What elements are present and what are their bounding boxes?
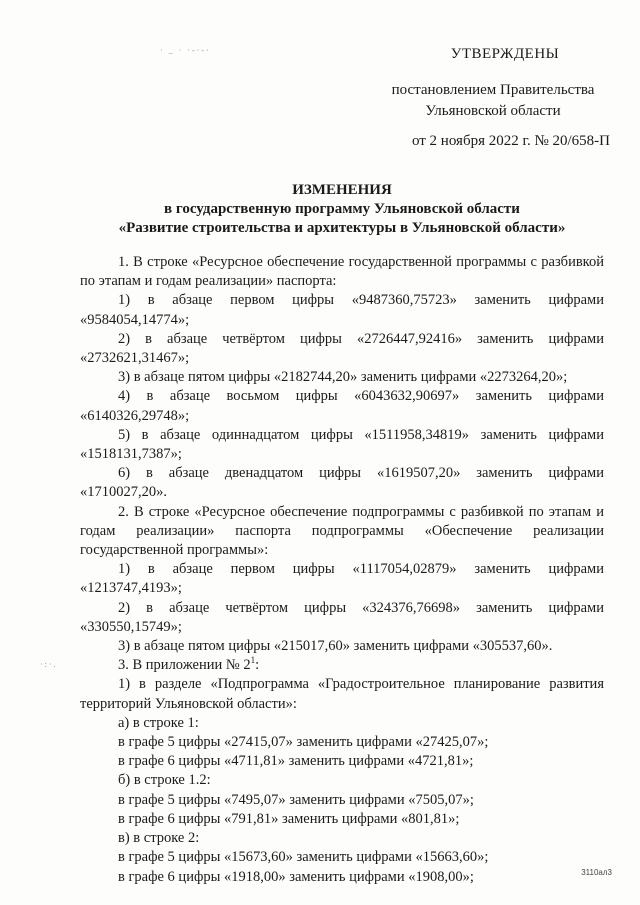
paragraph — [80, 387, 604, 425]
approval-authority — [378, 80, 608, 122]
approval-line: Ульяновской области — [425, 103, 561, 119]
paragraph-text: в графе 5 цифры «15673,60» заменить цифрами «15663,60»; — [118, 849, 489, 866]
title-line: «Развитие строительства и архитектуры в Ульяновской области» — [118, 220, 566, 236]
paragraph-text: 1) в абзаце первом цифры «1117054,02879» заменить цифрами «1213747,4193»; — [80, 561, 604, 597]
document-body — [80, 253, 604, 887]
paragraph — [80, 253, 604, 291]
document-title — [80, 181, 604, 238]
paragraph — [80, 637, 604, 656]
paragraph-text: 3) в абзаце пятом цифры «2182744,20» заменить цифрами «2273264,20»; — [118, 369, 568, 386]
paragraph-text: 2. В строке «Ресурсное обеспечение подпрограммы с разбивкой по этапам и годам реализации» паспорта подпрограммы «Обеспечение реализации государственной программы»: — [80, 503, 604, 559]
paragraph-text: 6) в абзаце двенадцатом цифры «1619507,20» заменить цифрами «1710027,20». — [80, 465, 604, 501]
scan-mark: · _ · ·-·-· — [160, 46, 211, 55]
paragraph-text: в графе 6 цифры «4711,81» заменить цифрами «4721,81»; — [118, 753, 474, 770]
paragraph — [80, 675, 604, 713]
paragraph-tail: : — [255, 657, 260, 674]
paragraph-text: а) в строке 1: — [118, 714, 199, 731]
paragraph — [80, 599, 604, 637]
paragraph — [118, 714, 604, 733]
paragraph — [80, 560, 604, 598]
paragraph-text: 1) в абзаце первом цифры «9487360,75723» заменить цифрами «9584054,14774»; — [80, 292, 604, 328]
paragraph — [118, 868, 604, 887]
paragraph-text: 3. В приложении № 2 — [118, 657, 251, 674]
paragraph — [118, 791, 604, 810]
paragraph-text: в графе 6 цифры «791,81» заменить цифрами «801,81»; — [118, 810, 460, 827]
paragraph-text: 2) в абзаце четвёртом цифры «2726447,92416» заменить цифрами «2732621,31467»; — [80, 330, 604, 367]
title-line: в государственную программу Ульяновской области — [164, 201, 520, 217]
paragraph-text: 5) в абзаце одиннадцатом цифры «1511958,34819» заменить цифрами «1518131,7387»; — [80, 426, 604, 463]
paragraph — [80, 426, 604, 464]
paragraph — [80, 330, 604, 368]
paragraph — [80, 503, 604, 561]
paragraph — [80, 656, 604, 675]
approval-heading: УТВЕРЖДЕНЫ — [450, 46, 560, 62]
scan-mark: ·:·. — [40, 660, 58, 669]
approval-line: постановлением Правительства — [391, 82, 595, 98]
paragraph-text: б) в строке 1.2: — [118, 772, 211, 789]
paragraph-text: 2) в абзаце четвёртом цифры «324376,76698» заменить цифрами «330550,15749»; — [80, 599, 604, 635]
title-line: ИЗМЕНЕНИЯ — [292, 182, 392, 198]
paragraph — [118, 733, 604, 752]
paragraph-text: 1. В строке «Ресурсное обеспечение государственной программы с разбивкой по этапам и годам реализации» паспорта: — [80, 254, 604, 290]
paragraph — [80, 464, 604, 502]
footnote-superscript: 1 — [250, 655, 256, 666]
paragraph — [80, 291, 604, 329]
paragraph-text: 4) в абзаце восьмом цифры «6043632,90697» заменить цифрами «6140326,29748»; — [80, 388, 604, 424]
paragraph-text: в) в строке 2: — [118, 830, 200, 847]
approval-date: от 2 ноября 2022 г. № 20/658-П — [411, 133, 610, 149]
paragraph-text: в графе 6 цифры «1918,00» заменить цифрами «1908,00»; — [118, 868, 474, 885]
paragraph — [118, 810, 604, 829]
footer-code: 3110ал3 — [581, 868, 612, 877]
paragraph — [118, 829, 604, 848]
paragraph — [118, 848, 604, 867]
paragraph — [118, 752, 604, 771]
paragraph-text: 1) в разделе «Подпрограмма «Градостроительное планирование развития территорий Ульяновской области»: — [80, 676, 604, 712]
paragraph-text: в графе 5 цифры «27415,07» заменить цифрами «27425,07»; — [118, 734, 489, 751]
paragraph-text: в графе 5 цифры «7495,07» заменить цифрами «7505,07»; — [118, 791, 474, 808]
paragraph-text: 3) в абзаце пятом цифры «215017,60» заменить цифрами «305537,60». — [118, 638, 553, 655]
paragraph — [80, 368, 604, 387]
paragraph — [118, 771, 604, 790]
